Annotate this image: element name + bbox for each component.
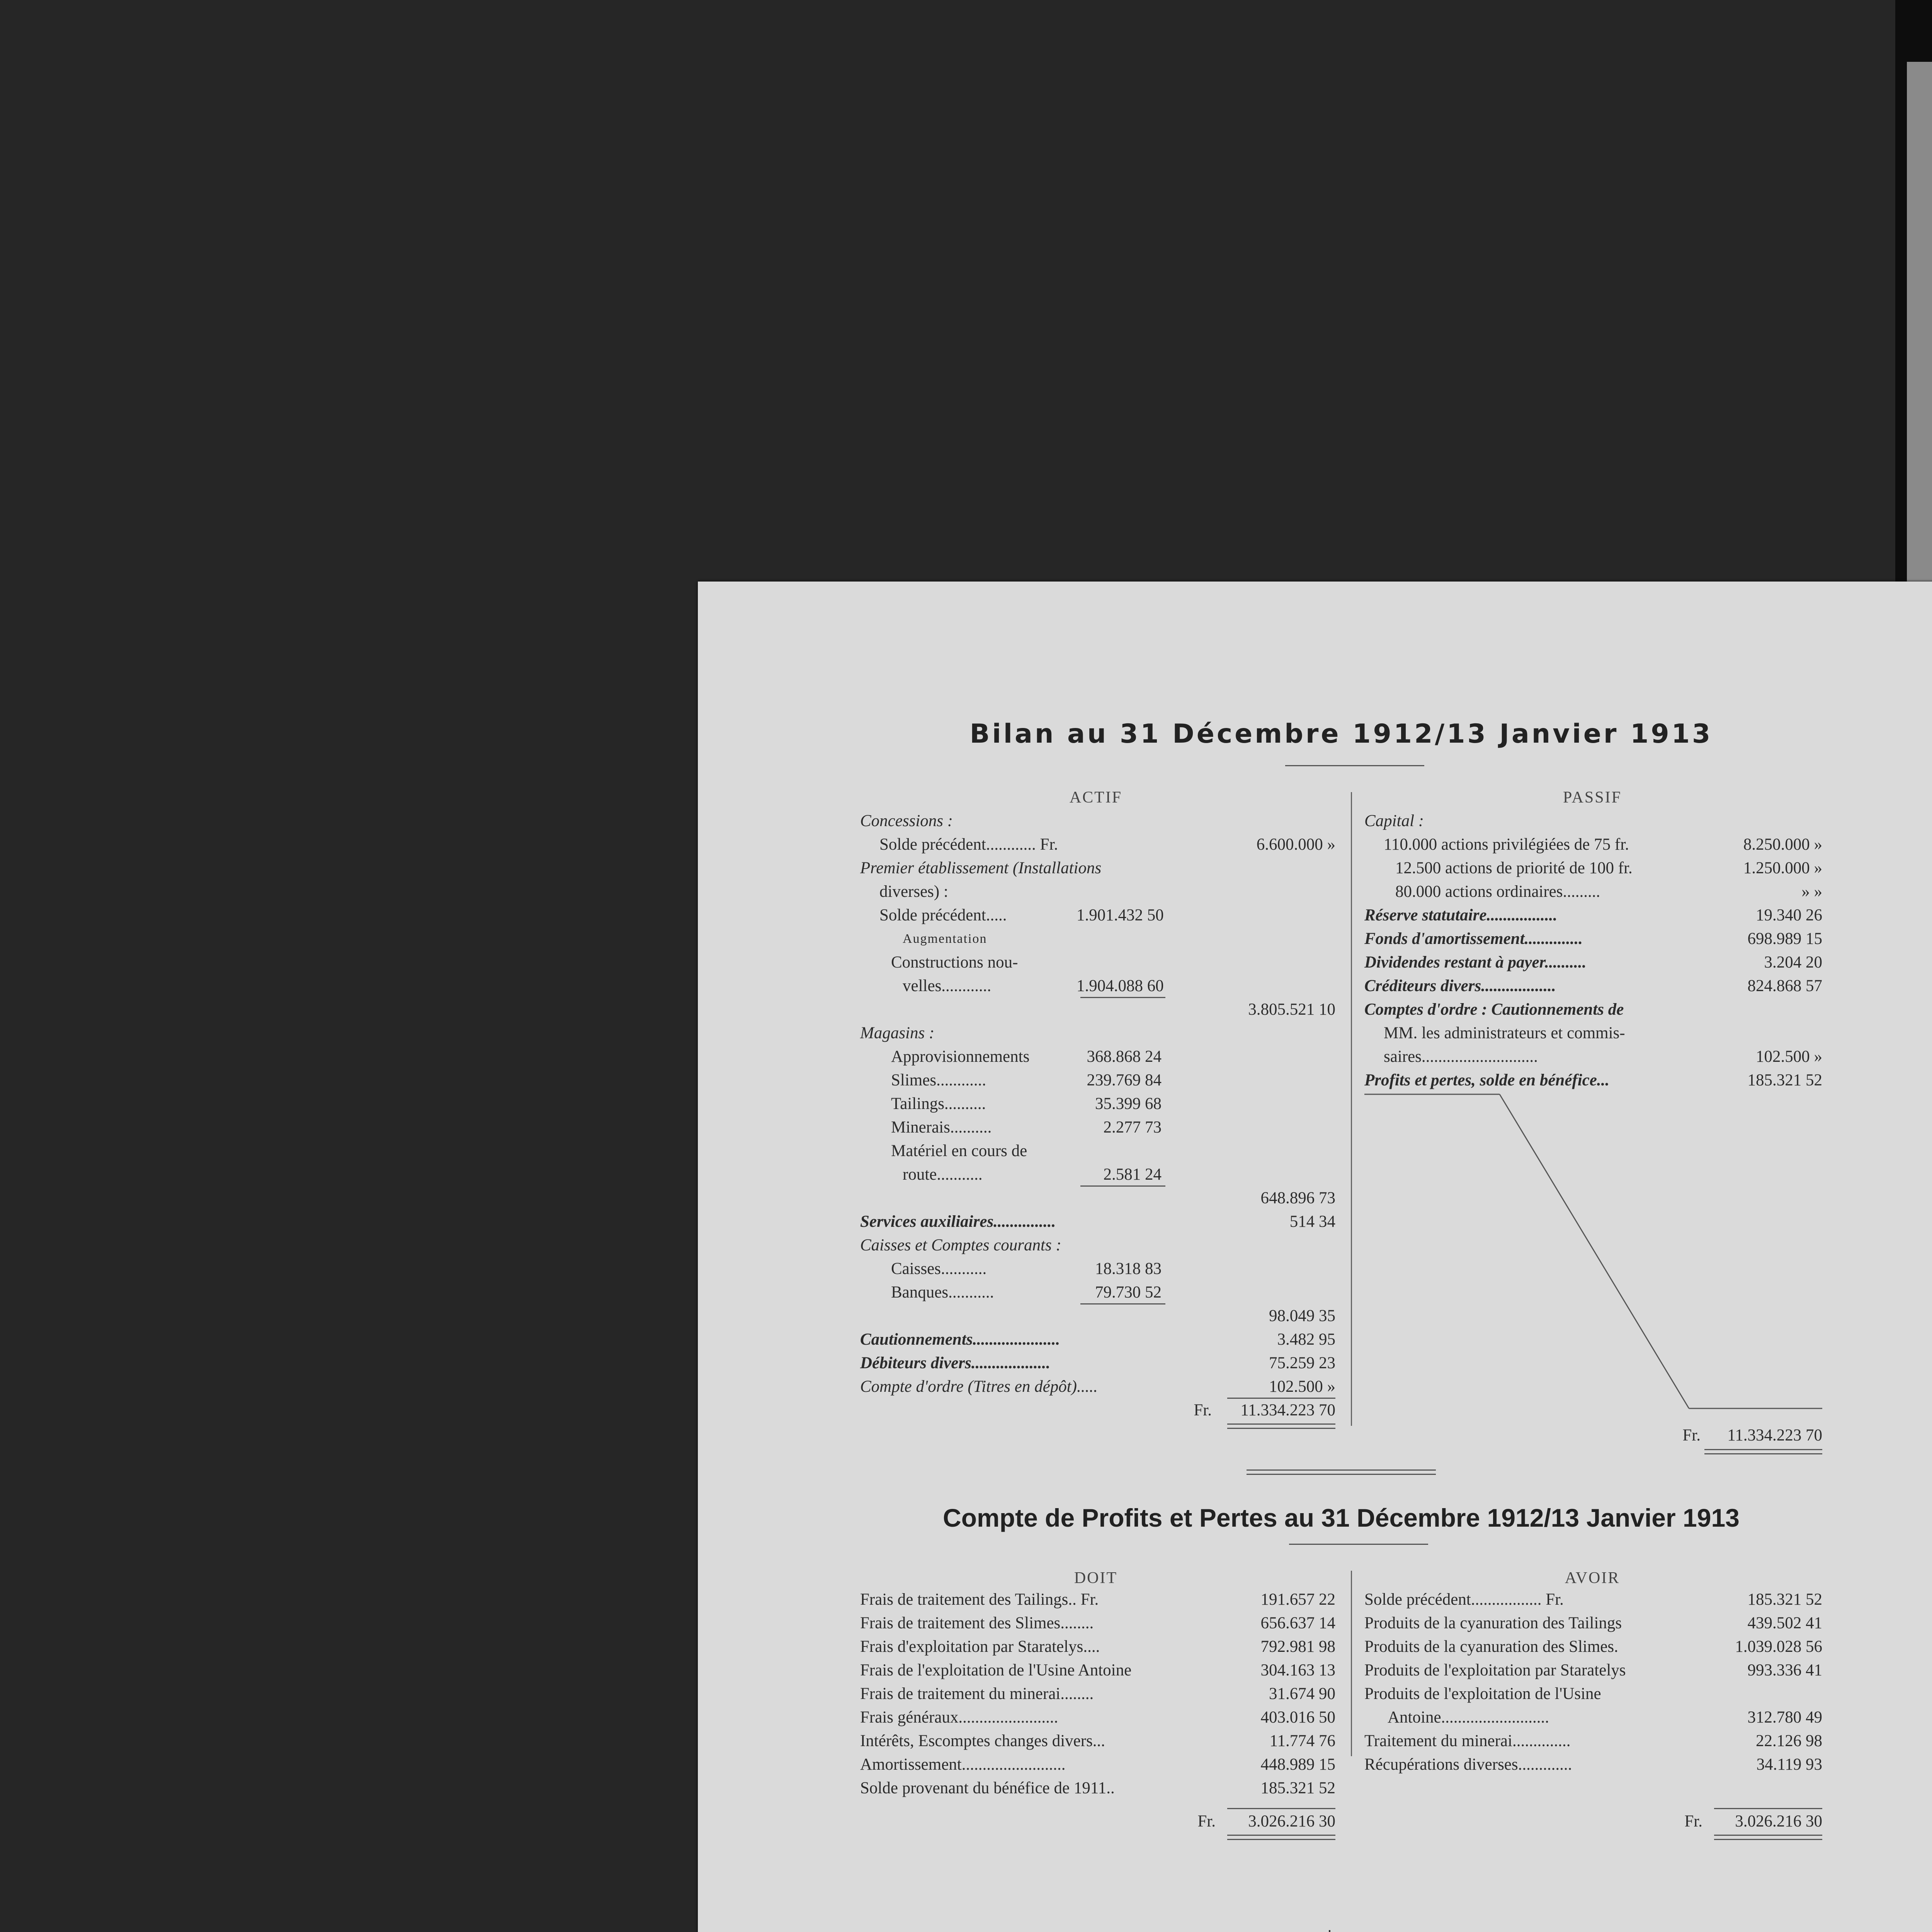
doit-total-underline (1227, 1835, 1335, 1836)
actif-sub-amount: 35.399 68 (1095, 1095, 1162, 1113)
actif-row (860, 1328, 1335, 1351)
actif-row (860, 1092, 1335, 1116)
passif-label: MM. les administrateurs et commis- (1384, 1024, 1625, 1042)
section-rule (1247, 1474, 1436, 1475)
avoir-label: Traitement du minerai.............. (1364, 1732, 1571, 1750)
doit-total-value: 3.026.216 30 (1248, 1812, 1335, 1830)
avoir-row (1364, 1730, 1822, 1753)
doit-total-label: Fr. (1197, 1812, 1216, 1830)
avoir-total-value: 3.026.216 30 (1735, 1812, 1822, 1830)
passif-label: Comptes d'ordre : Cautionnements de (1364, 1000, 1624, 1019)
doit-label: Frais de traitement des Slimes........ (860, 1614, 1094, 1632)
doit-amount: 191.657 22 (1260, 1590, 1335, 1609)
actif-amount: 102.500 » (1269, 1378, 1335, 1396)
actif-label: Magasins : (860, 1024, 935, 1042)
actif-label: Services auxiliaires............... (860, 1213, 1056, 1231)
compte-title: Compte de Profits et Pertes au 31 Décembre 1912/13 Janvier 1913 (943, 1503, 1740, 1532)
passif-label: Dividendes restant à payer.......... (1364, 953, 1587, 971)
doit-amount: 304.163 13 (1260, 1661, 1335, 1679)
avoir-row (1364, 1612, 1822, 1635)
actif-label: Débiteurs divers................... (860, 1354, 1051, 1372)
passif-row (1364, 998, 1822, 1021)
avoir-total-row (1364, 1810, 1822, 1833)
avoir-label: Produits de l'exploitation par Staratelys (1364, 1661, 1626, 1679)
actif-label: Matériel en cours de (891, 1142, 1027, 1160)
actif-row (860, 1116, 1335, 1139)
doit-row (860, 1612, 1335, 1635)
avoir-heading: AVOIR (1565, 1569, 1620, 1587)
avoir-amount: 993.336 41 (1747, 1661, 1822, 1679)
actif-label: Solde précédent............ Fr. (879, 835, 1058, 854)
bilan-title: Bilan au 31 Décembre 1912/13 Janvier 1913 (969, 719, 1713, 749)
passif-row (1364, 880, 1822, 903)
passif-label: Profits et pertes, solde en bénéfice... (1364, 1071, 1610, 1089)
actif-label: Premier établissement (Installations (860, 859, 1102, 877)
actif-row (860, 880, 1335, 903)
avoir-label: Récupérations diverses............. (1364, 1755, 1572, 1774)
actif-amount: 3.482 95 (1277, 1330, 1335, 1349)
doit-label: Frais de l'exploitation de l'Usine Antoine (860, 1661, 1132, 1679)
actif-row (860, 1139, 1335, 1163)
avoir-total-rule (1714, 1808, 1822, 1809)
avoir-amount: 439.502 41 (1747, 1614, 1822, 1632)
passif-amount: 698.989 15 (1747, 930, 1822, 948)
actif-row (860, 1210, 1335, 1233)
passif-total-value: 11.334.223 70 (1727, 1426, 1822, 1444)
doit-row (860, 1659, 1335, 1682)
actif-row (860, 1022, 1335, 1045)
actif-label: Slimes............ (891, 1071, 986, 1089)
actif-label: Constructions nou- (891, 953, 1018, 971)
passif-total-row (1364, 1424, 1822, 1447)
passif-label: 110.000 actions privilégiées de 75 fr. (1384, 835, 1629, 854)
passif-row (1364, 857, 1822, 880)
passif-amount: 3.204 20 (1764, 953, 1822, 971)
actif-label: Approvisionnements (891, 1048, 1030, 1066)
avoir-row (1364, 1588, 1822, 1611)
actif-row (860, 1234, 1335, 1257)
doit-heading: DOIT (1074, 1569, 1118, 1587)
actif-row (860, 857, 1335, 880)
doit-amount: 185.321 52 (1260, 1779, 1335, 1797)
actif-label: Solde précédent..... (879, 906, 1007, 924)
avoir-row (1364, 1753, 1822, 1776)
passif-row (1364, 1022, 1822, 1045)
passif-row (1364, 975, 1822, 998)
passif-heading: PASSIF (1563, 789, 1622, 806)
actif-amount: 11.334.223 70 (1240, 1401, 1335, 1419)
doit-total-rule (1227, 1808, 1335, 1809)
passif-label: Fonds d'amortissement.............. (1364, 930, 1583, 948)
actif-heading: ACTIF (1069, 789, 1122, 806)
doit-label: Frais d'exploitation par Staratelys.... (860, 1638, 1100, 1656)
actif-row (860, 1304, 1335, 1328)
avoir-total-underline (1714, 1835, 1822, 1836)
actif-sub-amount: 2.581 24 (1103, 1165, 1162, 1184)
doit-amount: 403.016 50 (1260, 1708, 1335, 1726)
avoir-row (1364, 1659, 1822, 1682)
doit-amount: 31.674 90 (1269, 1685, 1335, 1703)
actif-row (860, 1281, 1335, 1304)
actif-label: Minerais.......... (891, 1118, 992, 1136)
passif-amount: 1.250.000 » (1743, 859, 1822, 877)
actif-row (860, 904, 1335, 927)
doit-amount: 656.637 14 (1260, 1614, 1335, 1632)
avoir-label: Produits de la cyanuration des Slimes. (1364, 1638, 1618, 1656)
actif-total-underline (1227, 1428, 1335, 1429)
doit-label: Frais de traitement du minerai........ (860, 1685, 1094, 1703)
actif-amount: 75.259 23 (1269, 1354, 1335, 1372)
avoir-total-label: Fr. (1684, 1812, 1702, 1830)
doit-label: Solde provenant du bénéfice de 1911.. (860, 1779, 1115, 1797)
actif-row (860, 833, 1335, 856)
passif-row (1364, 927, 1822, 951)
doit-row (860, 1753, 1335, 1776)
avoir-amount: 185.321 52 (1747, 1590, 1822, 1609)
actif-label: velles............ (903, 977, 992, 995)
section-rule (1247, 1469, 1436, 1471)
passif-row (1364, 904, 1822, 927)
compte-divider (1351, 1571, 1352, 1756)
actif-label: Cautionnements..................... (860, 1330, 1060, 1349)
actif-label: Caisses et Comptes courants : (860, 1236, 1061, 1254)
actif-amount: 98.049 35 (1269, 1307, 1335, 1325)
avoir-label: Produits de l'exploitation de l'Usine (1364, 1685, 1601, 1703)
actif-row (860, 1187, 1335, 1210)
actif-label: Augmentation (903, 932, 987, 946)
actif-label: Banques........... (891, 1283, 994, 1301)
doit-row (860, 1588, 1335, 1611)
actif-row (860, 975, 1335, 998)
actif-sub-amount: 368.868 24 (1087, 1048, 1162, 1066)
avoir-amount: 22.126 98 (1756, 1732, 1822, 1750)
avoir-row (1364, 1635, 1822, 1658)
avoir-row (1364, 1706, 1822, 1729)
actif-label: route........... (903, 1165, 983, 1184)
doit-label: Frais généraux........................ (860, 1708, 1058, 1726)
actif-amount: 6.600.000 » (1256, 835, 1335, 854)
doit-total-underline (1227, 1839, 1335, 1840)
bilan-divider (1351, 792, 1352, 1426)
passif-row (1364, 1069, 1822, 1092)
actif-sub-amount: 18.318 83 (1095, 1260, 1162, 1278)
passif-row (1364, 833, 1822, 856)
avoir-label: Antoine.......................... (1388, 1708, 1549, 1726)
actif-total-underline (1227, 1423, 1335, 1425)
actif-amount: 514 34 (1289, 1213, 1335, 1231)
passif-label: Créditeurs divers.................. (1364, 977, 1556, 995)
passif-total-label: Fr. (1682, 1426, 1701, 1444)
actif-amount: 3.805.521 10 (1248, 1000, 1335, 1019)
passif-label: 80.000 actions ordinaires......... (1395, 883, 1600, 901)
actif-label: Tailings.......... (891, 1095, 986, 1113)
passif-amount: 102.500 » (1756, 1048, 1822, 1066)
doit-row (860, 1682, 1335, 1706)
actif-row (860, 927, 1335, 951)
actif-label: diverses) : (879, 883, 948, 901)
doit-amount: 448.989 15 (1260, 1755, 1335, 1774)
passif-amount: 185.321 52 (1747, 1071, 1822, 1089)
doit-total-row (860, 1810, 1335, 1833)
title-rule (1285, 765, 1424, 766)
avoir-label: Solde précédent................. Fr. (1364, 1590, 1564, 1609)
passif-total-underline (1704, 1453, 1822, 1454)
doit-label: Frais de traitement des Tailings.. Fr. (860, 1590, 1099, 1609)
passif-label: Capital : (1364, 812, 1424, 830)
avoir-total-underline (1714, 1839, 1822, 1840)
actif-row (860, 1069, 1335, 1092)
doit-label: Amortissement......................... (860, 1755, 1066, 1774)
actif-row (860, 1163, 1335, 1186)
avoir-label: Produits de la cyanuration des Tailings (1364, 1614, 1622, 1632)
avoir-row (1364, 1682, 1822, 1706)
doit-row (860, 1730, 1335, 1753)
passif-row (1364, 810, 1822, 833)
doit-amount: 792.981 98 (1260, 1638, 1335, 1656)
actif-amount: 648.896 73 (1260, 1189, 1335, 1207)
actif-sub-amount: 1.901.432 50 (1077, 906, 1164, 924)
doit-row (860, 1635, 1335, 1658)
actif-sub-amount: 239.769 84 (1087, 1071, 1162, 1089)
actif-sub-amount: 1.904.088 60 (1077, 977, 1164, 995)
title-rule (1289, 1544, 1428, 1545)
actif-row (860, 1375, 1335, 1398)
passif-row (1364, 951, 1822, 974)
actif-row (860, 951, 1335, 974)
actif-row (860, 810, 1335, 833)
document-page (698, 582, 1932, 1932)
passif-amount: » » (1801, 883, 1822, 901)
avoir-amount: 312.780 49 (1747, 1708, 1822, 1726)
avoir-amount: 34.119 93 (1756, 1755, 1822, 1774)
balance-closing-line (1364, 1094, 1822, 1426)
actif-row (860, 1352, 1335, 1375)
actif-row (860, 1257, 1335, 1281)
actif-label: Compte d'ordre (Titres en dépôt)..... (860, 1378, 1098, 1396)
actif-label: Fr. (1194, 1401, 1212, 1419)
actif-label: Concessions : (860, 812, 953, 830)
actif-label: Caisses........... (891, 1260, 987, 1278)
doit-label: Intérêts, Escomptes changes divers... (860, 1732, 1105, 1750)
passif-label: Réserve statutaire................. (1364, 906, 1558, 924)
actif-row (860, 998, 1335, 1021)
passif-row (1364, 1045, 1822, 1068)
passif-amount: 824.868 57 (1747, 977, 1822, 995)
passif-label: saires............................ (1384, 1048, 1538, 1066)
actif-row (860, 1399, 1335, 1422)
passif-amount: 8.250.000 » (1743, 835, 1822, 854)
passif-label: 12.500 actions de priorité de 100 fr. (1395, 859, 1633, 877)
passif-amount: 19.340 26 (1756, 906, 1822, 924)
doit-row (860, 1777, 1335, 1800)
actif-sub-amount: 2.277 73 (1103, 1118, 1162, 1136)
doit-row (860, 1706, 1335, 1729)
passif-total-underline (1704, 1449, 1822, 1450)
actif-row (860, 1045, 1335, 1068)
doit-amount: 11.774 76 (1269, 1732, 1335, 1750)
avoir-amount: 1.039.028 56 (1735, 1638, 1822, 1656)
ornament-icon (1247, 1928, 1413, 1932)
actif-sub-amount: 79.730 52 (1095, 1283, 1162, 1301)
